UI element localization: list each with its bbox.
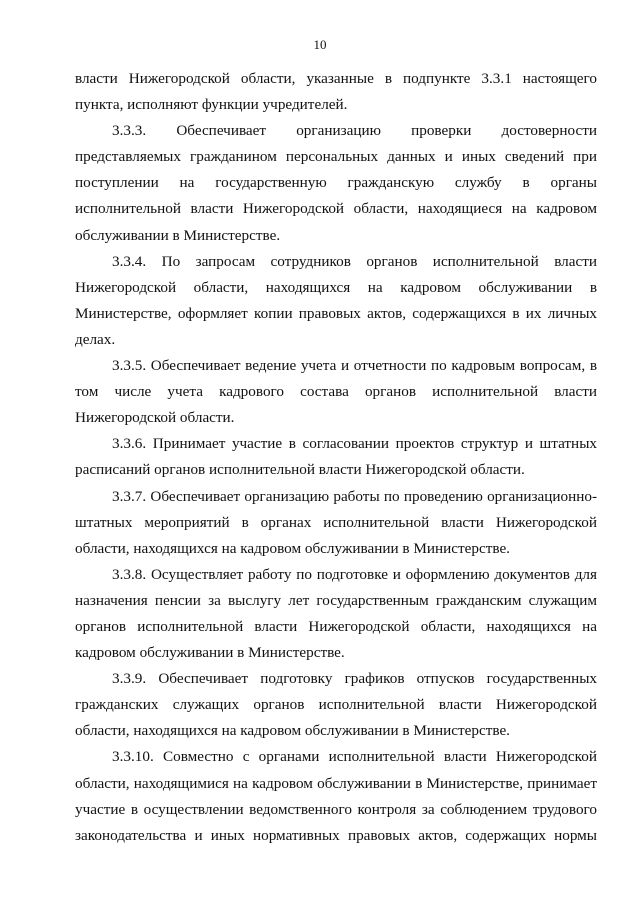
paragraph-3-3-9: 3.3.9. Обеспечивает подготовку графиков отпусков государственных гражданских служащих органов исполнительной власти Нижегородской области, находящихся на кадровом обслуживании в Министерстве. [75, 670, 597, 740]
paragraph-3-3-8: 3.3.8. Осуществляет работу по подготовке и оформлению документов для назначения пенсии за выслугу лет государственным гражданским служащим органов исполнительной власти Нижегородской области, находящихся на кадровом обслуживании в Министерстве. [75, 565, 597, 662]
paragraph-3-3-5: 3.3.5. Обеспечивает ведение учета и отчетности по кадровым вопросам, в том числе учета кадрового состава органов исполнительной власти Нижегородской области. [75, 357, 597, 427]
paragraph-continuation: власти Нижегородской области, указанные в подпункте 3.3.1 настоящего пункта, исполняют функции учредителей. [75, 70, 597, 114]
page-number: 10 [313, 37, 327, 52]
paragraph-3-3-4: 3.3.4. По запросам сотрудников органов исполнительной власти Нижегородской области, находящихся на кадровом обслуживании в Министерстве, оформляет копии правовых актов, содержащихся в их личных делах. [75, 252, 597, 348]
paragraph-3-3-10: 3.3.10. Совместно с органами исполнительной власти Нижегородской области, находящимися на кадровом обслуживании в Министерстве, принимает участие в осуществлении ведомственного контроля за соблюдением трудового законодательства и иных нормативных правовых актов, содержащих нормы [75, 748, 597, 844]
paragraph-3-3-3: 3.3.3. Обеспечивает организацию проверки достоверности представляемых гражданином персональных данных и иных сведений при поступлении на государственную гражданскую службу в органы исполнительной власти Нижегородской области, находящиеся на кадровом обслуживании в Министерстве. [75, 122, 597, 244]
paragraph-3-3-6: 3.3.6. Принимает участие в согласовании проектов структур и штатных расписаний органов исполнительной власти Нижегородской области. [75, 435, 597, 479]
document-body [75, 66, 597, 849]
paragraph-3-3-7: 3.3.7. Обеспечивает организацию работы по проведению организационно-штатных мероприятий в органах исполнительной власти Нижегородской области, находящихся на кадровом обслуживании в Министерстве. [75, 487, 597, 557]
